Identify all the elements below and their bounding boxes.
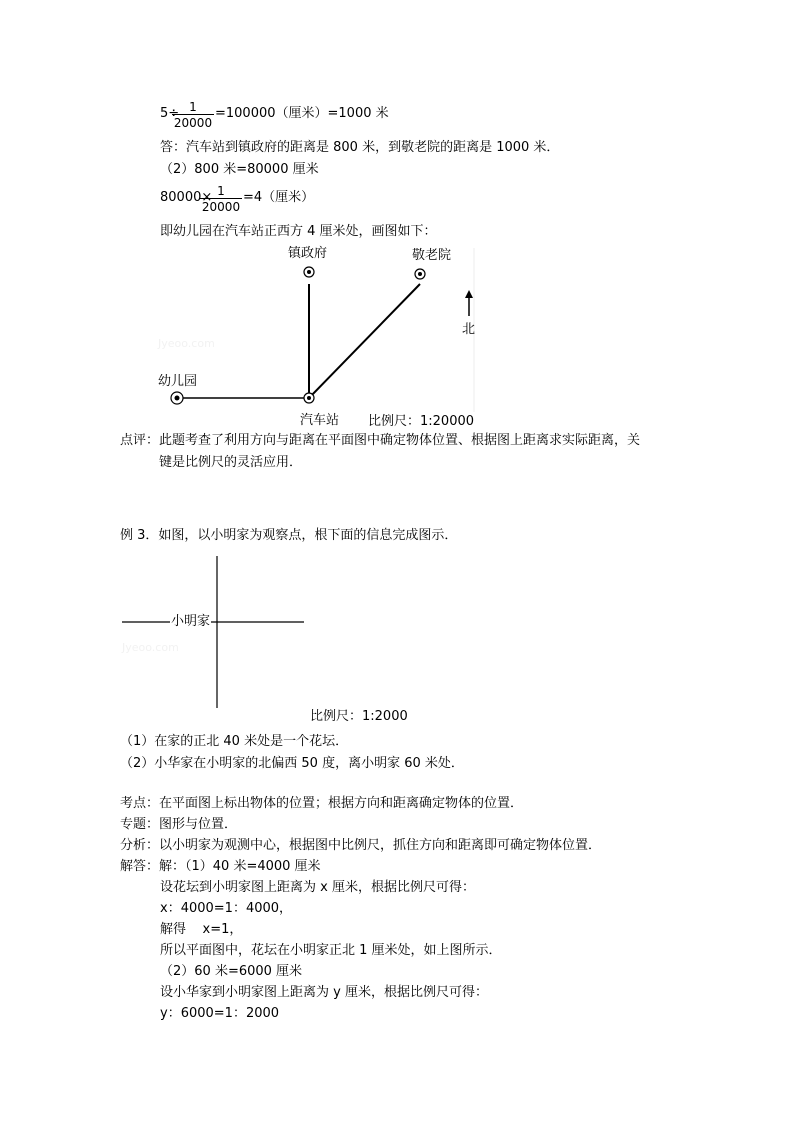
item-1: （1）在家的正北 40 米处是一个花坛． — [120, 734, 349, 749]
kaodian: 考点：在平面图上标出物体的位置；根据方向和距离确定物体的位置． — [120, 796, 524, 811]
fraction-2-denominator: 20000 — [201, 200, 241, 214]
map-figure-2 — [118, 552, 418, 728]
item-2: （2）小华家在小明家的北偏西 50 度，离小明家 60 米处． — [120, 756, 464, 771]
step-2: （2）800 米=80000 厘米 — [160, 162, 319, 177]
fenxi: 分析：以小明家为观测中心，根据图中比例尺，抓住方向和距离即可确定物体位置． — [120, 838, 602, 853]
jieda-line-8: y：6000=1：2000 — [160, 1006, 280, 1021]
north-arrow-icon — [465, 290, 473, 316]
watermark-2: Jyeoo.com — [122, 641, 179, 654]
jinglaoyuan-marker-icon — [415, 269, 425, 279]
fraction-1-numerator: 1 — [189, 100, 197, 114]
qichezhan-label: 汽车站 — [300, 413, 340, 428]
jieda-line-6: （2）60 米=6000 厘米 — [160, 964, 303, 979]
youeryuan-label: 幼儿园 — [158, 374, 198, 389]
zhuanti: 专题：图形与位置． — [120, 817, 238, 832]
jieda-line-7: 设小华家到小明家图上距离为 y 厘米，根据比例尺可得： — [160, 985, 488, 1000]
zhenzhengfu-label: 镇政府 — [288, 246, 328, 261]
fraction-2-numerator: 1 — [217, 184, 225, 198]
jieda-line-2: 设花坛到小明家图上距离为 x 厘米，根据比例尺可得： — [160, 880, 475, 895]
zhenzhengfu-marker-icon — [304, 267, 314, 277]
description: 即幼儿园在汽车站正西方 4 厘米处，画图如下： — [160, 224, 437, 239]
calc1-prefix: 5÷ — [160, 106, 180, 121]
xiaoming-home-label: 小明家 — [171, 614, 211, 629]
fraction-1 — [172, 100, 214, 130]
jieda-line-4: 解得 x=1， — [160, 922, 243, 937]
jieda-line-1: 解答：解：（1）40 米=4000 厘米 — [120, 859, 321, 874]
calc2-prefix: 80000× — [160, 190, 213, 205]
comment-line-1: 此题考查了利用方向与距离在平面图中确定物体位置、根据图上距离求实际距离，关 — [159, 433, 641, 448]
jinglaoyuan-label: 敬老院 — [412, 248, 452, 263]
fraction-2 — [200, 184, 242, 214]
scale-label-2: 比例尺：1:2000 — [310, 709, 408, 724]
scale-label-1: 比例尺：1:20000 — [368, 414, 475, 429]
jieda-line-3: x：4000=1：4000， — [160, 901, 293, 916]
comment-label: 点评： — [120, 433, 160, 448]
north-label: 北 — [462, 322, 476, 337]
jieda-line-5: 所以平面图中，花坛在小明家正北 1 厘米处，如上图所示． — [160, 943, 502, 958]
answer-1: 答：汽车站到镇政府的距离是 800 米，到敬老院的距离是 1000 米． — [160, 140, 560, 155]
calc2-suffix: =4（厘米） — [243, 190, 315, 205]
fraction-1-denominator: 20000 — [173, 116, 213, 130]
comment-line-2: 键是比例尺的灵活应用． — [159, 455, 303, 470]
watermark-1: Jyeoo.com — [158, 337, 215, 350]
example-3-title: 例 3．如图，以小明家为观察点，根下面的信息完成图示． — [120, 528, 458, 543]
qichezhan-marker-icon — [304, 393, 314, 403]
calc1-suffix: =100000（厘米）=1000 米 — [215, 106, 389, 121]
youeryuan-marker-icon — [171, 392, 183, 404]
map-figure-1 — [150, 240, 480, 432]
line-to-jinglaoyuan — [309, 284, 420, 398]
